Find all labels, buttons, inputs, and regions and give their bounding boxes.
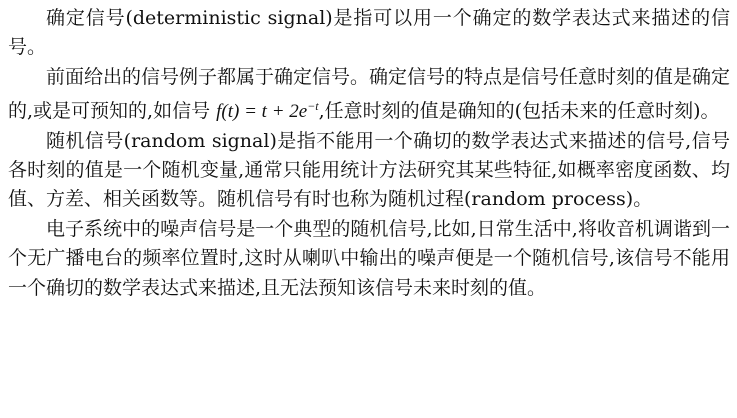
- paragraph-random-signal-definition: [8, 127, 730, 215]
- paragraph-text: 随机信号(random signal)是指不能用一个确切的数学表达式来描述的信号,信号各时刻的值是一个随机变量,通常只能用统计方法研究其某些特征,如概率密度函数、均值、方差、相关函数等。随机信号有时也称为随机过程(random process)。: [8, 129, 730, 211]
- paragraph-text-before-formula: 前面给出的信号例子都属于确定信号。确定信号的特点是信号任意时刻的值是确定的,或是可预知的,如信号: [8, 65, 731, 123]
- paragraph-noise-signal-example: [8, 215, 730, 303]
- formula-lhs: f(t): [216, 101, 240, 123]
- paragraph-text: 电子系统中的噪声信号是一个典型的随机信号,比如,日常生活中,将收音机调谐到一个无广播电台的频率位置时,这时从喇叭中输出的噪声便是一个随机信号,该信号不能用一个确切的数学表达式来描述,且无法预知该信号未来时刻的值。: [8, 217, 730, 299]
- paragraph-deterministic-signal-properties: [8, 63, 730, 127]
- paragraph-text: 确定信号(deterministic signal)是指可以用一个确定的数学表达式来描述的信号。: [8, 7, 730, 59]
- formula-rhs: = t + 2e: [239, 101, 308, 123]
- document-page: [8, 4, 730, 303]
- formula-exponent: −t: [307, 99, 319, 114]
- paragraph-text-after-formula: ,任意时刻的值是确知的(包括未来的任意时刻)。: [318, 100, 720, 123]
- paragraph-deterministic-signal-definition: [8, 4, 730, 63]
